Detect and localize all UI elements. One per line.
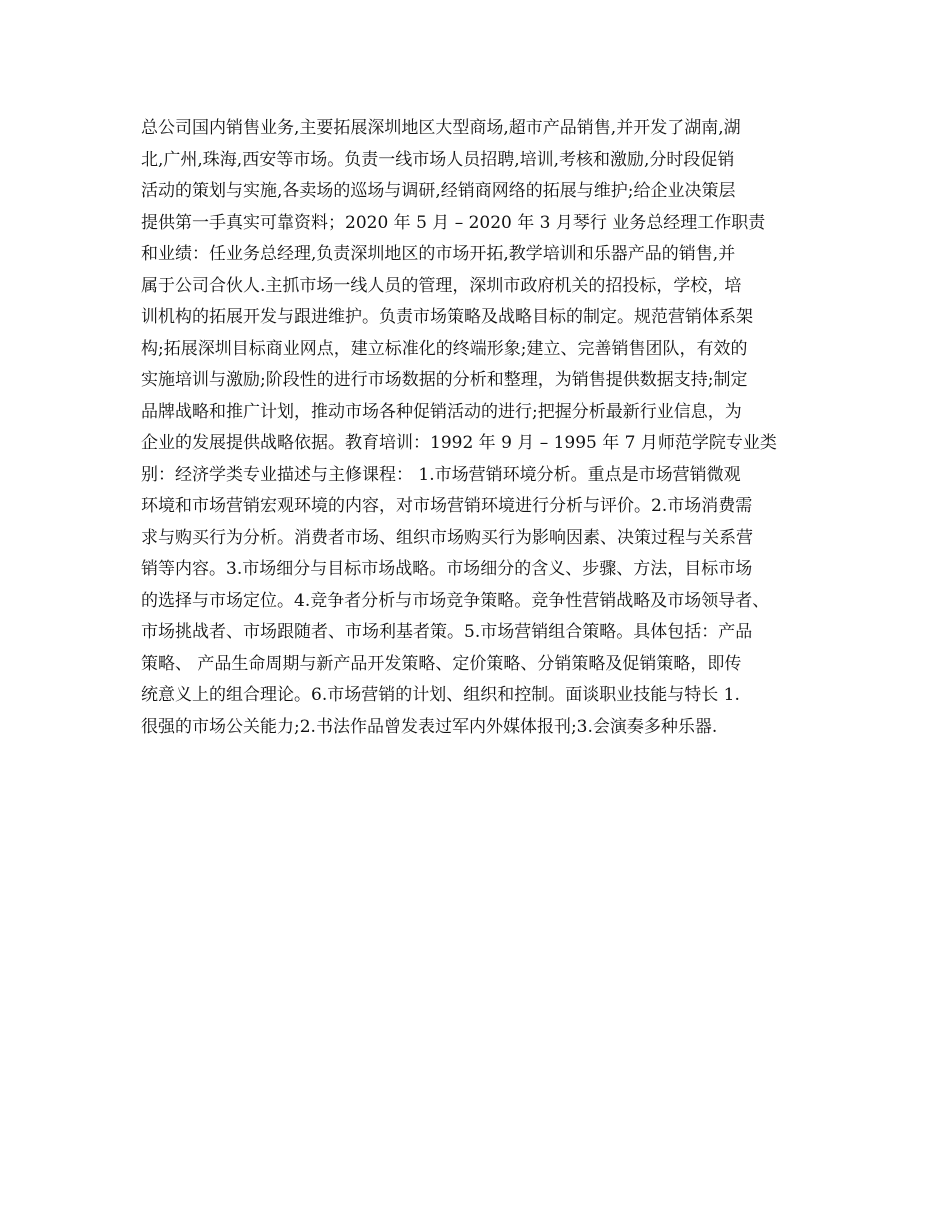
- text-line: 实施培训与激励;阶段性的进行市场数据的分析和整理，为销售提供数据支持;制定: [141, 370, 748, 390]
- text-line: 别：经济学类专业描述与主修课程： 1.市场营销环境分析。重点是市场营销微观: [141, 464, 741, 485]
- text-line: 统意义上的组合理论。6.市场营销的计划、组织和控制。面谈职业技能与特长 1.: [141, 685, 740, 705]
- text-line: 的选择与市场定位。4.竞争者分析与市场竞争策略。竞争性营销战略及市场领导者、: [141, 590, 770, 611]
- text-line: 策略、 产品生命周期与新产品开发策略、定价策略、分销策略及促销策略，即传: [141, 653, 742, 674]
- text-line: 北,广州,珠海,西安等市场。负责一线市场人员招聘,培训,考核和激励,分时段促销: [141, 149, 735, 170]
- text-line: 总公司国内销售业务,主要拓展深圳地区大型商场,超市产品销售,并开发了湖南,湖: [141, 118, 741, 138]
- text-line: 活动的策划与实施,各卖场的巡场与调研,经销商网络的拓展与维护;给企业决策层: [141, 181, 736, 201]
- text-line: 属于公司合伙人.主抓市场一线人员的管理，深圳市政府机关的招投标，学校，培: [141, 275, 742, 296]
- text-line: 和业绩：任业务总经理,负责深圳地区的市场开拓,教学培训和乐器产品的销售,并: [141, 244, 736, 264]
- text-line: 构;拓展深圳目标商业网点，建立标准化的终端形象;建立、完善销售团队，有效的: [141, 338, 748, 359]
- text-line: 销等内容。3.市场细分与目标市场战略。市场细分的含义、步骤、方法，目标市场: [141, 559, 753, 579]
- text-line: 训机构的拓展开发与跟进维护。负责市场策略及战略目标的制定。规范营销体系架: [141, 307, 753, 327]
- text-line: 企业的发展提供战略依据。教育培训：1992 年 9 月 – 1995 年 7 月师范学院专业类: [141, 433, 777, 453]
- text-line: 品牌战略和推广计划，推动市场各种促销活动的进行;把握分析最新行业信息，为: [141, 401, 742, 422]
- body-text: [141, 113, 821, 743]
- text-line: 很强的市场公关能力;2.书法作品曾发表过军内外媒体报刊;3.会演奏多种乐器.: [141, 716, 718, 737]
- text-line: 市场挑战者、市场跟随者、市场利基者策。5.市场营销组合策略。具体包括：产品: [141, 622, 753, 642]
- text-line: 提供第一手真实可靠资料；2020 年 5 月 – 2020 年 3 月琴行 业务总经理工作职责: [141, 212, 766, 233]
- text-line: 求与购买行为分析。消费者市场、组织市场购买行为影响因素、决策过程与关系营: [141, 527, 753, 548]
- text-line: 环境和市场营销宏观环境的内容，对市场营销环境进行分析与评价。2.市场消费需: [141, 496, 753, 516]
